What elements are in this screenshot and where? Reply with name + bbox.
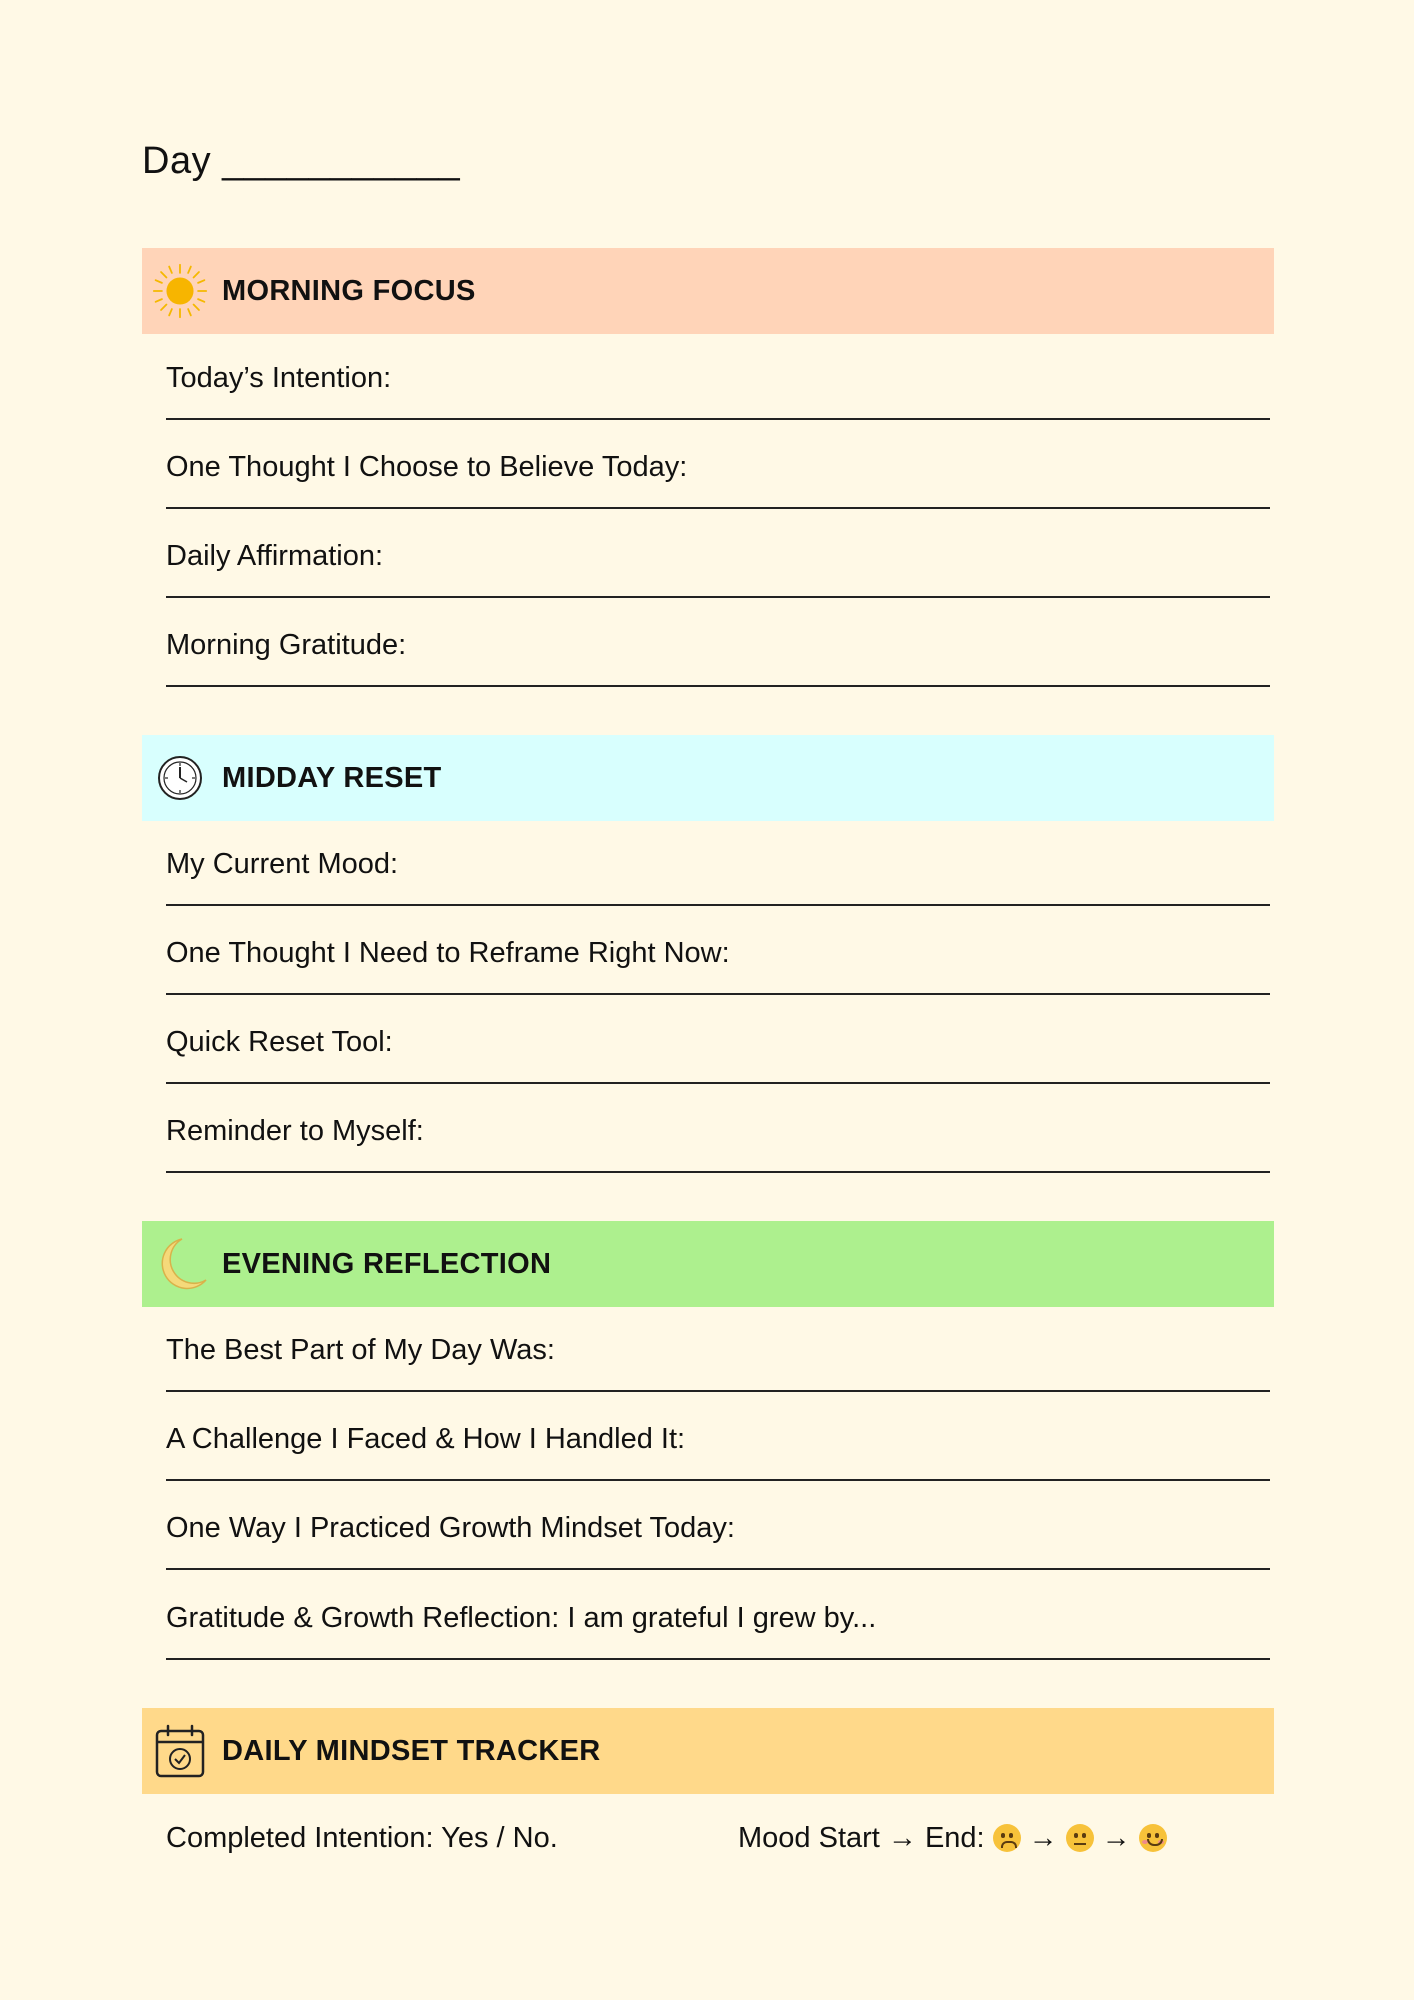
field-label: Today’s Intention: [166, 362, 392, 394]
evening-field-gratitude[interactable] [166, 1600, 1272, 1636]
field-label: One Thought I Choose to Believe Today: [166, 451, 688, 483]
morning-focus-title: MORNING FOCUS [222, 274, 476, 307]
calendar-check-icon [152, 1723, 208, 1779]
field-label: Morning Gratitude: [166, 629, 407, 661]
clock-icon [152, 750, 208, 806]
write-line[interactable] [166, 685, 1270, 687]
midday-field-mood[interactable] [166, 846, 1272, 882]
write-line[interactable] [166, 1082, 1270, 1084]
day-field[interactable]: Day ___________ [142, 140, 461, 182]
evening-field-growth[interactable] [166, 1510, 1272, 1546]
field-label: Daily Affirmation: [166, 540, 384, 572]
midday-field-reminder[interactable] [166, 1113, 1272, 1149]
midday-field-reframe[interactable] [166, 935, 1272, 971]
field-label: Quick Reset Tool: [166, 1026, 393, 1058]
morning-field-gratitude[interactable] [166, 627, 1272, 663]
write-line[interactable] [166, 507, 1270, 509]
write-line[interactable] [166, 1171, 1270, 1173]
field-label: One Thought I Need to Reframe Right Now: [166, 937, 730, 969]
evening-reflection-header [142, 1221, 1274, 1307]
midday-field-reset-tool[interactable] [166, 1024, 1272, 1060]
morning-field-intention[interactable] [166, 360, 1272, 396]
write-line[interactable] [166, 418, 1270, 420]
arrow-icon: → [1028, 1822, 1058, 1854]
write-line[interactable] [166, 1479, 1270, 1481]
mood-label: Mood Start → End: [738, 1822, 985, 1854]
evening-field-challenge[interactable] [166, 1421, 1272, 1457]
write-line[interactable] [166, 1658, 1270, 1660]
midday-reset-header [142, 735, 1274, 821]
field-label: The Best Part of My Day Was: [166, 1334, 555, 1366]
write-line[interactable] [166, 904, 1270, 906]
worried-face-icon[interactable] [993, 1824, 1021, 1852]
field-label: Gratitude & Growth Reflection: I am grateful I grew by... [166, 1602, 877, 1634]
write-line[interactable] [166, 1390, 1270, 1392]
midday-reset-title: MIDDAY RESET [222, 761, 442, 794]
mood-tracker[interactable] [738, 1818, 1171, 1858]
daily-mindset-tracker-header [142, 1708, 1274, 1794]
neutral-face-icon[interactable] [1066, 1824, 1094, 1852]
field-label: Reminder to Myself: [166, 1115, 424, 1147]
sun-icon [152, 263, 208, 319]
smiling-face-icon[interactable] [1139, 1824, 1167, 1852]
arrow-icon: → [1101, 1822, 1131, 1854]
write-line[interactable] [166, 596, 1270, 598]
daily-mindset-tracker-title: DAILY MINDSET TRACKER [222, 1734, 601, 1767]
write-line[interactable] [166, 1568, 1270, 1570]
morning-focus-header [142, 248, 1274, 334]
field-label: One Way I Practiced Growth Mindset Today: [166, 1512, 735, 1544]
field-label: My Current Mood: [166, 848, 399, 880]
morning-field-affirmation[interactable] [166, 538, 1272, 574]
field-label: A Challenge I Faced & How I Handled It: [166, 1423, 686, 1455]
morning-field-thought[interactable] [166, 449, 1272, 485]
write-line[interactable] [166, 993, 1270, 995]
evening-field-best-part[interactable] [166, 1332, 1272, 1368]
moon-icon [152, 1236, 208, 1292]
evening-reflection-title: EVENING REFLECTION [222, 1247, 552, 1280]
completed-intention[interactable]: Completed Intention: Yes / No. [166, 1822, 558, 1854]
